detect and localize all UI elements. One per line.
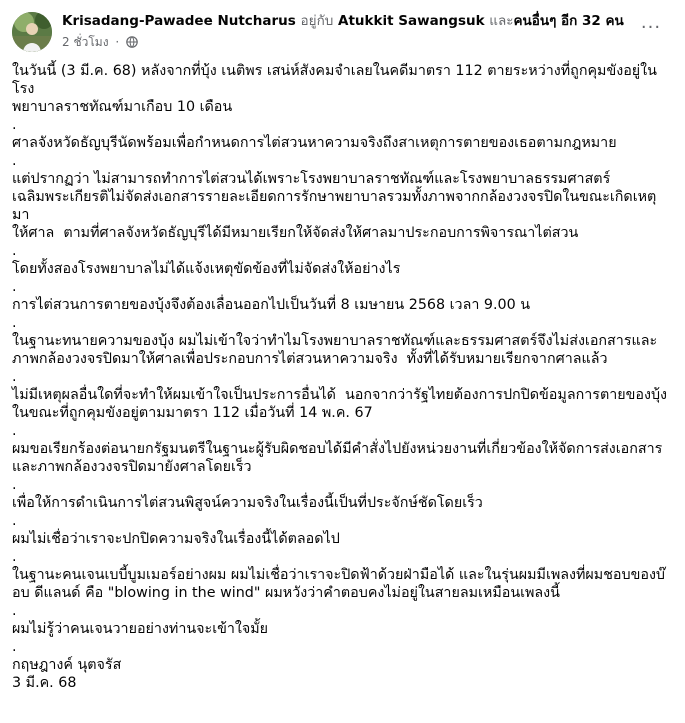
paragraph-separator: . [12,153,17,169]
post-paragraph: แต่ปรากฏว่า ไม่สามารถทำการไต่สวนได้เพราะโรงพยาบาลราชทัณฑ์และโรงพยาบาลธรรมศาสตร์ เฉลิมพระเกียรติไม่จัดส่งเอกสารรายละเอียดการรักษาพยาบาลรวมทั้งภาพจากกล้องวงจรปิดในขณะเกิดเหตุมา ให้ศาล ตามที่ศาลจังหวัดธัญบุรีได้มีหมายเรียกให้จัดส่งให้ศาลมาประกอบการพิจารณาไต่สวน [12,171,657,241]
post-paragraph: ผมขอเรียกร้องต่อนายกรัฐมนตรีในฐานะผู้รับผิดชอบได้มีคำสั่งไปยังหน่วยงานที่เกี่ยวข้องให้จัดการส่งเอกสาร และภาพกล้องวงจรปิดมายังศาลโดยเร็ว [12,441,663,475]
post-paragraph: ในฐานะคนเจนเบบี้บูมเมอร์อย่างผม ผมไม่เชื่อว่าเราจะปิดฟ้าด้วยฝ่ามือได้ และในรุ่นผมมีเพลงที่ผมชอบของบ๊ อบ ดีแลนด์ คือ "blowing in the wind" ผมหวังว่าคำตอบคงไม่อยู่ในสายลมเหมือนเพลงนี้ [12,567,666,601]
post-paragraph: ไม่มีเหตุผลอื่นใดที่จะทำให้ผมเข้าใจเป็นประการอื่นได้ นอกจากว่ารัฐไทยต้องการปกปิดข้อมูลการตายของบุ้ง ในขณะที่ถูกคุมขังอยู่ตามมาตรา 112 เมื่อวันที่ 14 พ.ค. 67 [12,387,668,421]
post-paragraph: ผมไม่เชื่อว่าเราจะปกปิดความจริงในเรื่องนี้ได้ตลอดไป [12,531,340,547]
paragraph-separator: . [12,243,17,259]
post-paragraph: ผมไม่รู้ว่าคนเจนวายอย่างท่านจะเข้าใจมั้ย [12,621,269,637]
paragraph-separator: . [12,549,17,565]
avatar-image [12,12,52,52]
author-name[interactable]: Krisadang-Pawadee Nutcharus [62,13,296,29]
post-meta [62,12,625,53]
post-paragraph: ในวันนี้ (3 มี.ค. 68) หลังจากที่บุ้ง เนติพร เสน่ห์สังคมจำเลยในคดีมาตรา 112 ตายระหว่างที่ถูกคุมขังอยู่ในโรง พยาบาลราชทัณฑ์มาเกือบ 10 เดือน [12,63,657,115]
tagged-person[interactable]: Atukkit Sawangsuk [338,13,485,29]
more-options-icon[interactable]: ··· [640,17,662,38]
post-authors [62,12,625,31]
avatar[interactable] [12,12,52,52]
post-paragraph: ในฐานะทนายความของบุ้ง ผมไม่เข้าใจว่าทำไมโรงพยาบาลราชทัณฑ์และธรรมศาสตร์จึงไม่ส่งเอกสารและ ภาพกล้องวงจรปิดมาให้ศาลเพื่อประกอบการไต่สวนหาความจริง ทั้งที่ได้รับหมายเรียกจากศาลแล้ว [12,333,658,367]
paragraph-separator: . [12,369,17,385]
post-body [12,62,673,692]
paragraph-separator: . [12,513,17,529]
post-subline [62,33,625,53]
paragraph-separator: . [12,423,17,439]
post-paragraph: การไต่สวนการตายของบุ้งจึงต้องเลื่อนออกไปเป็นวันที่ 8 เมษายน 2568 เวลา 9.00 น [12,297,531,313]
others-link[interactable]: คนอื่นๆ อีก 32 คน [513,13,624,29]
post-paragraph: กฤษฎางค์ นุตจรัส [12,657,122,673]
paragraph-separator: . [12,315,17,331]
and-word: และ [489,13,514,29]
paragraph-separator: . [12,279,17,295]
post-timestamp[interactable]: 2 ชั่วโมง [62,35,109,49]
paragraph-separator: . [12,639,17,655]
separator-dot: · [115,35,120,49]
post-paragraph: โดยทั้งสองโรงพยาบาลไม่ได้แจ้งเหตุขัดข้องที่ไม่จัดส่งให้อย่างไร [12,261,401,277]
with-word: อยู่กับ [300,13,334,29]
post-paragraph: 3 มี.ค. 68 [12,675,77,691]
paragraph-separator: . [12,117,17,133]
paragraph-separator: . [12,477,17,493]
paragraph-separator: . [12,603,17,619]
post-paragraph: ศาลจังหวัดธัญบุรีนัดพร้อมเพื่อกำหนดการไต่สวนหาความจริงถึงสาเหตุการตายของเธอตามกฎหมาย [12,135,617,151]
globe-icon[interactable] [126,35,138,53]
post-paragraph: เพื่อให้การดำเนินการไต่สวนพิสูจน์ความจริงในเรื่องนี้เป็นที่ประจักษ์ชัดโดยเร็ว [12,495,483,511]
post-header [12,10,685,54]
